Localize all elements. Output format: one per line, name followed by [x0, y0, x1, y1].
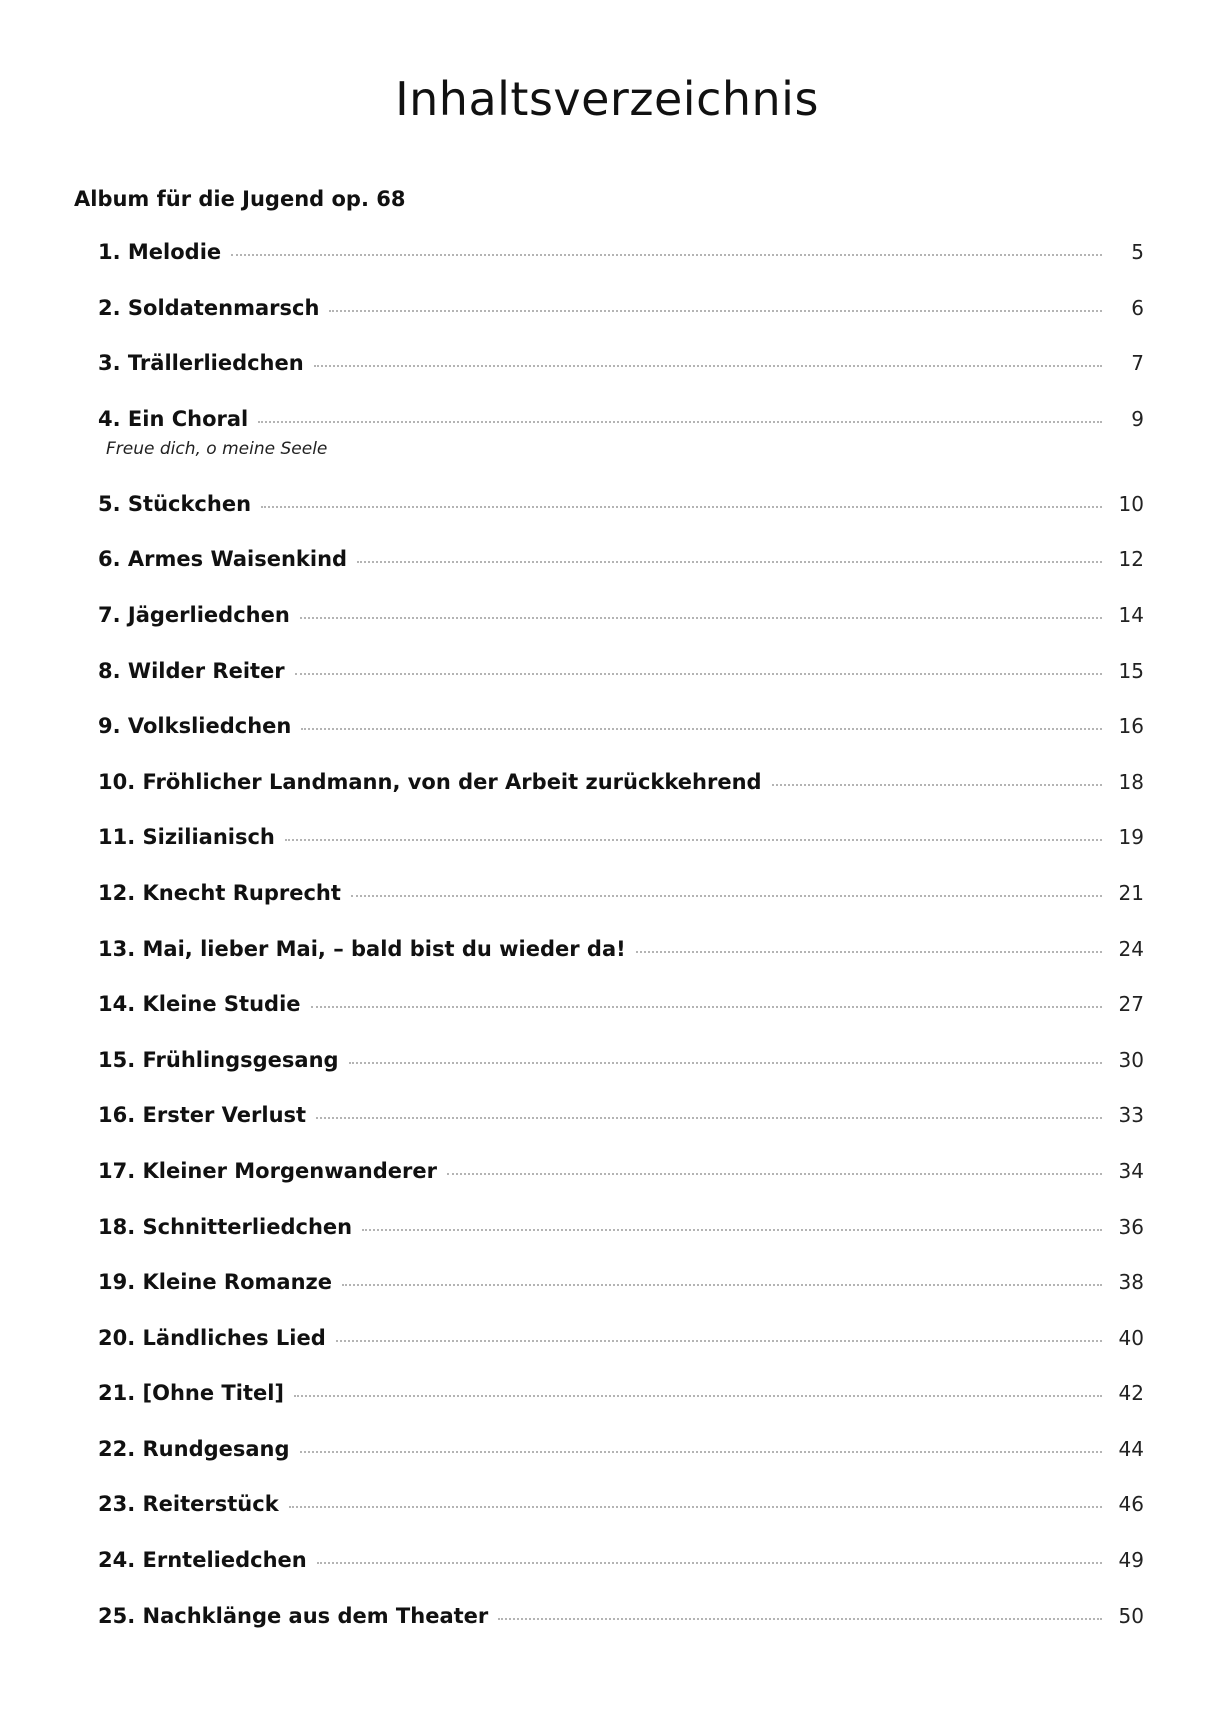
dot-leader [231, 253, 1102, 256]
dot-leader [295, 672, 1102, 675]
toc-entry-page-number[interactable]: 30 [1118, 1047, 1144, 1072]
toc-entry-title[interactable]: 1. Melodie [98, 240, 222, 264]
dot-leader [289, 1505, 1102, 1508]
toc-entry[interactable] [98, 992, 1144, 1048]
toc-entry[interactable] [98, 825, 1144, 881]
dot-leader [300, 1450, 1102, 1453]
toc-entry-title[interactable]: 13. Mai, lieber Mai, – bald bist du wieder da! [98, 936, 626, 961]
dot-leader [294, 1394, 1102, 1397]
toc-entry-title[interactable]: 9. Volksliedchen [98, 714, 292, 739]
toc-entry[interactable] [98, 1381, 1144, 1437]
toc-entry-title[interactable]: 18. Schnitterliedchen [98, 1214, 353, 1239]
dot-leader [301, 727, 1102, 730]
toc-entry-row [98, 240, 1144, 270]
page-title: Inhaltsverzeichnis [395, 72, 819, 126]
toc-entry-page-number[interactable]: 46 [1118, 1492, 1144, 1517]
dot-leader [772, 783, 1102, 786]
toc-entry-page-number[interactable]: 49 [1118, 1548, 1144, 1573]
toc-entry-page-number[interactable]: 38 [1118, 1270, 1144, 1295]
toc-entry-row [98, 603, 1144, 633]
toc-entry-title[interactable]: 11. Sizilianisch [98, 825, 275, 850]
dot-leader [636, 950, 1102, 953]
toc-entry-title[interactable]: 16. Erster Verlust [98, 1103, 307, 1128]
dot-leader [349, 1061, 1102, 1064]
toc-entry-page-number[interactable]: 24 [1118, 936, 1144, 961]
toc-entry[interactable] [98, 714, 1144, 770]
dot-leader [447, 1172, 1102, 1175]
toc-entry-row [98, 407, 1144, 437]
dot-leader [317, 1561, 1102, 1564]
toc-entry-title[interactable]: 12. Knecht Ruprecht [98, 880, 341, 905]
toc-entry-row [98, 547, 1144, 577]
toc-entry-subtitle: Freue dich, o meine Seele [106, 438, 328, 459]
toc-entry-page-number[interactable]: 27 [1118, 992, 1144, 1017]
toc-entry-page-number[interactable]: 10 [1118, 491, 1144, 516]
dot-leader [336, 1339, 1102, 1342]
toc-entry-page-number[interactable]: 19 [1118, 825, 1144, 850]
toc-entry-title[interactable]: 6. Armes Waisenkind [98, 547, 348, 572]
toc-entry-title[interactable]: 20. Ländliches Lied [98, 1325, 326, 1350]
toc-entry[interactable] [98, 770, 1144, 826]
toc-entry-row [98, 659, 1144, 689]
toc-entry-row [98, 992, 1144, 1022]
toc-entry-row [98, 351, 1144, 381]
dot-leader [300, 616, 1102, 619]
toc-entry-row [98, 1492, 1144, 1522]
toc-entry-page-number[interactable]: 34 [1118, 1158, 1144, 1183]
toc-entry-page-number[interactable]: 7 [1131, 351, 1144, 376]
toc-entry-page-number[interactable]: 18 [1118, 769, 1144, 794]
toc-entry-page-number[interactable]: 40 [1118, 1325, 1144, 1350]
toc-entry-page-number[interactable]: 36 [1118, 1214, 1144, 1239]
section-heading: Album für die Jugend op. 68 [74, 187, 406, 211]
toc-entry-title[interactable]: 10. Fröhlicher Landmann, von der Arbeit zurückkehrend [98, 769, 762, 794]
toc-entry-title[interactable]: 8. Wilder Reiter [98, 658, 285, 683]
toc-entry-page-number[interactable]: 5 [1131, 240, 1144, 264]
toc-entry-page-number[interactable]: 33 [1118, 1103, 1144, 1128]
toc-entry[interactable] [98, 1048, 1144, 1104]
toc-entry-title[interactable]: 23. Reiterstück [98, 1492, 279, 1517]
toc-entry[interactable] [98, 1604, 1144, 1660]
toc-entry-row [98, 1604, 1144, 1634]
dot-leader [362, 1228, 1102, 1231]
toc-entry[interactable] [98, 296, 1144, 352]
toc-entry-page-number[interactable]: 14 [1118, 602, 1144, 627]
toc-entry-row [98, 296, 1144, 326]
dot-leader [329, 309, 1102, 312]
toc-entry-row [98, 492, 1144, 522]
toc-entry-row [98, 1215, 1144, 1245]
toc-entry-row [98, 825, 1144, 855]
toc-entry-title[interactable]: 15. Frühlingsgesang [98, 1047, 339, 1072]
dot-leader [311, 1005, 1102, 1008]
dot-leader [357, 560, 1102, 563]
toc-entry[interactable] [98, 1270, 1144, 1326]
toc-entry-row [98, 1381, 1144, 1411]
toc-entry-row [98, 881, 1144, 911]
toc-entry-title[interactable]: 21. [Ohne Titel] [98, 1381, 285, 1406]
toc-entry-page-number[interactable]: 15 [1118, 658, 1144, 683]
dot-leader [342, 1283, 1102, 1286]
toc-entry[interactable] [98, 881, 1144, 937]
toc-entry-row [98, 770, 1144, 800]
toc-entry-title[interactable]: 19. Kleine Romanze [98, 1270, 332, 1295]
toc-entry[interactable] [98, 351, 1144, 407]
toc-entry-title[interactable]: 24. Ernteliedchen [98, 1548, 307, 1573]
toc-entry[interactable] [98, 603, 1144, 659]
toc-entry-row [98, 1548, 1144, 1578]
toc-entry[interactable] [98, 1103, 1144, 1159]
toc-entry[interactable] [98, 1492, 1144, 1548]
dot-leader [498, 1617, 1102, 1620]
toc-entry-row [98, 1103, 1144, 1133]
toc-entry-title[interactable]: 22. Rundgesang [98, 1436, 290, 1461]
toc-entry[interactable] [98, 1437, 1144, 1493]
toc-entry-page-number[interactable]: 44 [1118, 1436, 1144, 1461]
toc-entry-row [98, 1326, 1144, 1356]
toc-entry-title[interactable]: 7. Jägerliedchen [98, 602, 290, 627]
toc-entry-title[interactable]: 2. Soldatenmarsch [98, 295, 320, 320]
toc-entry-page-number[interactable]: 12 [1118, 547, 1144, 572]
dot-leader [258, 420, 1102, 423]
toc-entry-title[interactable]: 25. Nachklänge aus dem Theater [98, 1603, 489, 1628]
toc-entry[interactable] [98, 1326, 1144, 1382]
toc-entry-row [98, 937, 1144, 967]
toc-entry-row [98, 1159, 1144, 1189]
dot-leader [261, 505, 1102, 508]
toc-entry[interactable] [98, 492, 1144, 548]
toc-list [98, 240, 1144, 1659]
toc-entry-row [98, 1270, 1144, 1300]
dot-leader [314, 364, 1102, 367]
toc-entry-title[interactable]: 4. Ein Choral [98, 406, 249, 431]
toc-entry[interactable] [98, 407, 1144, 492]
toc-entry-page-number[interactable]: 9 [1131, 406, 1144, 431]
toc-entry-row [98, 714, 1144, 744]
toc-entry[interactable] [98, 547, 1144, 603]
toc-entry-page-number[interactable]: 16 [1118, 714, 1144, 739]
toc-entry[interactable] [98, 1159, 1144, 1215]
dot-leader [316, 1116, 1102, 1119]
toc-entry-page-number[interactable]: 21 [1118, 880, 1144, 905]
dot-leader [351, 894, 1102, 897]
toc-entry-title[interactable]: 3. Trällerliedchen [98, 351, 304, 376]
toc-entry[interactable] [98, 240, 1144, 296]
toc-entry[interactable] [98, 1215, 1144, 1271]
toc-entry-row [98, 1437, 1144, 1467]
toc-entry-page-number[interactable]: 42 [1118, 1381, 1144, 1406]
dot-leader [285, 838, 1102, 841]
toc-entry-page-number[interactable]: 6 [1131, 295, 1144, 320]
toc-entry-title[interactable]: 17. Kleiner Morgenwanderer [98, 1158, 437, 1183]
toc-entry[interactable] [98, 1548, 1144, 1604]
toc-entry[interactable] [98, 937, 1144, 993]
toc-entry-row [98, 1048, 1144, 1078]
toc-entry[interactable] [98, 659, 1144, 715]
toc-entry-title[interactable]: 5. Stückchen [98, 491, 252, 516]
toc-entry-page-number[interactable]: 50 [1118, 1603, 1144, 1628]
toc-entry-title[interactable]: 14. Kleine Studie [98, 992, 301, 1017]
